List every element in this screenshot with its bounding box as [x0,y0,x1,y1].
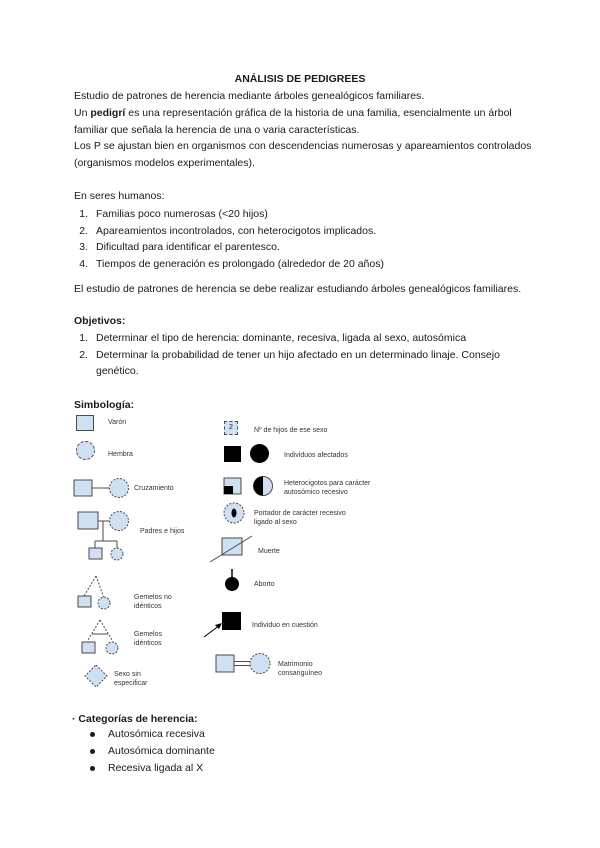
bullet-icon [90,749,95,754]
identical-twins-icon [78,618,138,658]
intro-line-3: Los P se ajustan bien en organismos con descendencias numerosas y apareamientos controlados (organismos modelos experimentales). [74,140,532,169]
death-icon [208,534,254,564]
label-muerte: Muerte [258,548,280,555]
list-item [90,726,215,743]
list-item [90,743,215,760]
bullet-icon [90,732,95,737]
list-number: 4. [79,257,88,270]
pedigri-term: pedigrí [90,107,126,119]
list-text: Determinar la probabilidad de tener un hijo afectado en un determinado linaje. Consejo genético. [96,348,500,377]
number-of-children-box: 2 [224,421,238,435]
parents-children-icon [72,508,136,570]
categories-list [90,726,215,777]
objectives-list [74,330,534,380]
label-gemelos-identicos: Gemelos idénticos [134,631,163,647]
proband-icon [202,609,246,639]
list-text: Recesiva ligada al X [108,762,204,774]
categories-heading: · Categorías de herencia: [72,713,198,725]
label-heterocigotos: Heterocigotos para carácter autosómico recesivo [284,480,371,496]
affected-male-icon [224,446,241,462]
non-identical-twins-icon [72,574,132,610]
list-text: Familias poco numerosas (<20 hijos) [96,208,268,220]
list-text: Determinar el tipo de herencia: dominante, recesiva, ligada al sexo, autosómica [96,332,467,344]
bullet-icon [90,766,95,771]
study-line: El estudio de patrones de herencia se debe realizar estudiando árboles genealógicos familiares. [74,283,522,295]
label-individuos-afectados: Individuos afectados [284,452,348,459]
label-aborto: Aborto [254,581,275,588]
pedigri-prefix: Un [74,107,91,119]
list-item [74,223,534,240]
humans-heading: En seres humanos: [74,190,165,202]
male-square-icon [76,415,94,431]
intro-line-1: Estudio de patrones de herencia mediante árboles genealógicos familiares. [74,90,425,102]
female-circle-icon [76,441,95,460]
page-title: ANÁLISIS DE PEDIGREES [234,73,366,85]
list-item [74,330,534,347]
label-varon: Varón [108,419,127,426]
label-gemelos-no-identicos: Gemelos no idénticos [134,594,172,610]
miscarriage-icon [222,568,242,594]
list-text: Autosómica recesiva [108,728,205,740]
label-padres-hijos: Padres e hijos [140,528,185,535]
list-item [74,206,534,223]
label-individuo-cuestion: Individuo en cuestión [252,622,318,629]
cross-mating-icon [72,474,132,502]
sex-linked-carrier-icon [222,501,246,525]
list-number: 2. [79,348,88,361]
objectives-heading: Objetivos: [74,315,126,327]
list-text: Dificultad para identificar el parentesco. [96,241,280,253]
list-text: Autosómica dominante [108,745,215,757]
label-cruzamiento: Cruzamiento [134,485,174,492]
list-number: 2. [79,224,88,237]
list-number: 1. [79,208,88,220]
humans-list [74,206,534,272]
label-matrimonio: Matrimonio consanguíneo [278,661,322,677]
list-number: 3. [79,241,88,253]
list-item [74,256,534,273]
label-sexo-sin-especificar: Sexo sin especificar [114,671,148,687]
list-item [74,239,534,256]
list-text: Apareamientos incontrolados, con heterocigotos implicados. [96,224,377,237]
list-text: Tiempos de generación es prolongado (alrededor de 20 años) [96,257,384,270]
intro-pedigri-paragraph [74,105,544,138]
pedigri-definition: es una representación gráfica de la historia de una familia, esencialmente un árbol familiar que señala la herencia de una o varia características. [74,107,512,136]
consanguineous-marriage-icon [214,650,274,678]
unspecified-sex-diamond-icon [84,664,108,688]
symbology-heading: Simbología: [74,399,135,411]
affected-female-icon [250,444,269,463]
list-item [74,347,534,380]
label-portador: Portador de carácter recesivo ligado al sexo [254,510,346,526]
heterozygote-icon [222,475,276,497]
list-number: 1. [79,332,88,344]
label-hembra: Hembra [108,451,133,458]
label-n-hijos: Nº de hijos de ese sexo [254,427,328,434]
list-item [90,760,215,777]
